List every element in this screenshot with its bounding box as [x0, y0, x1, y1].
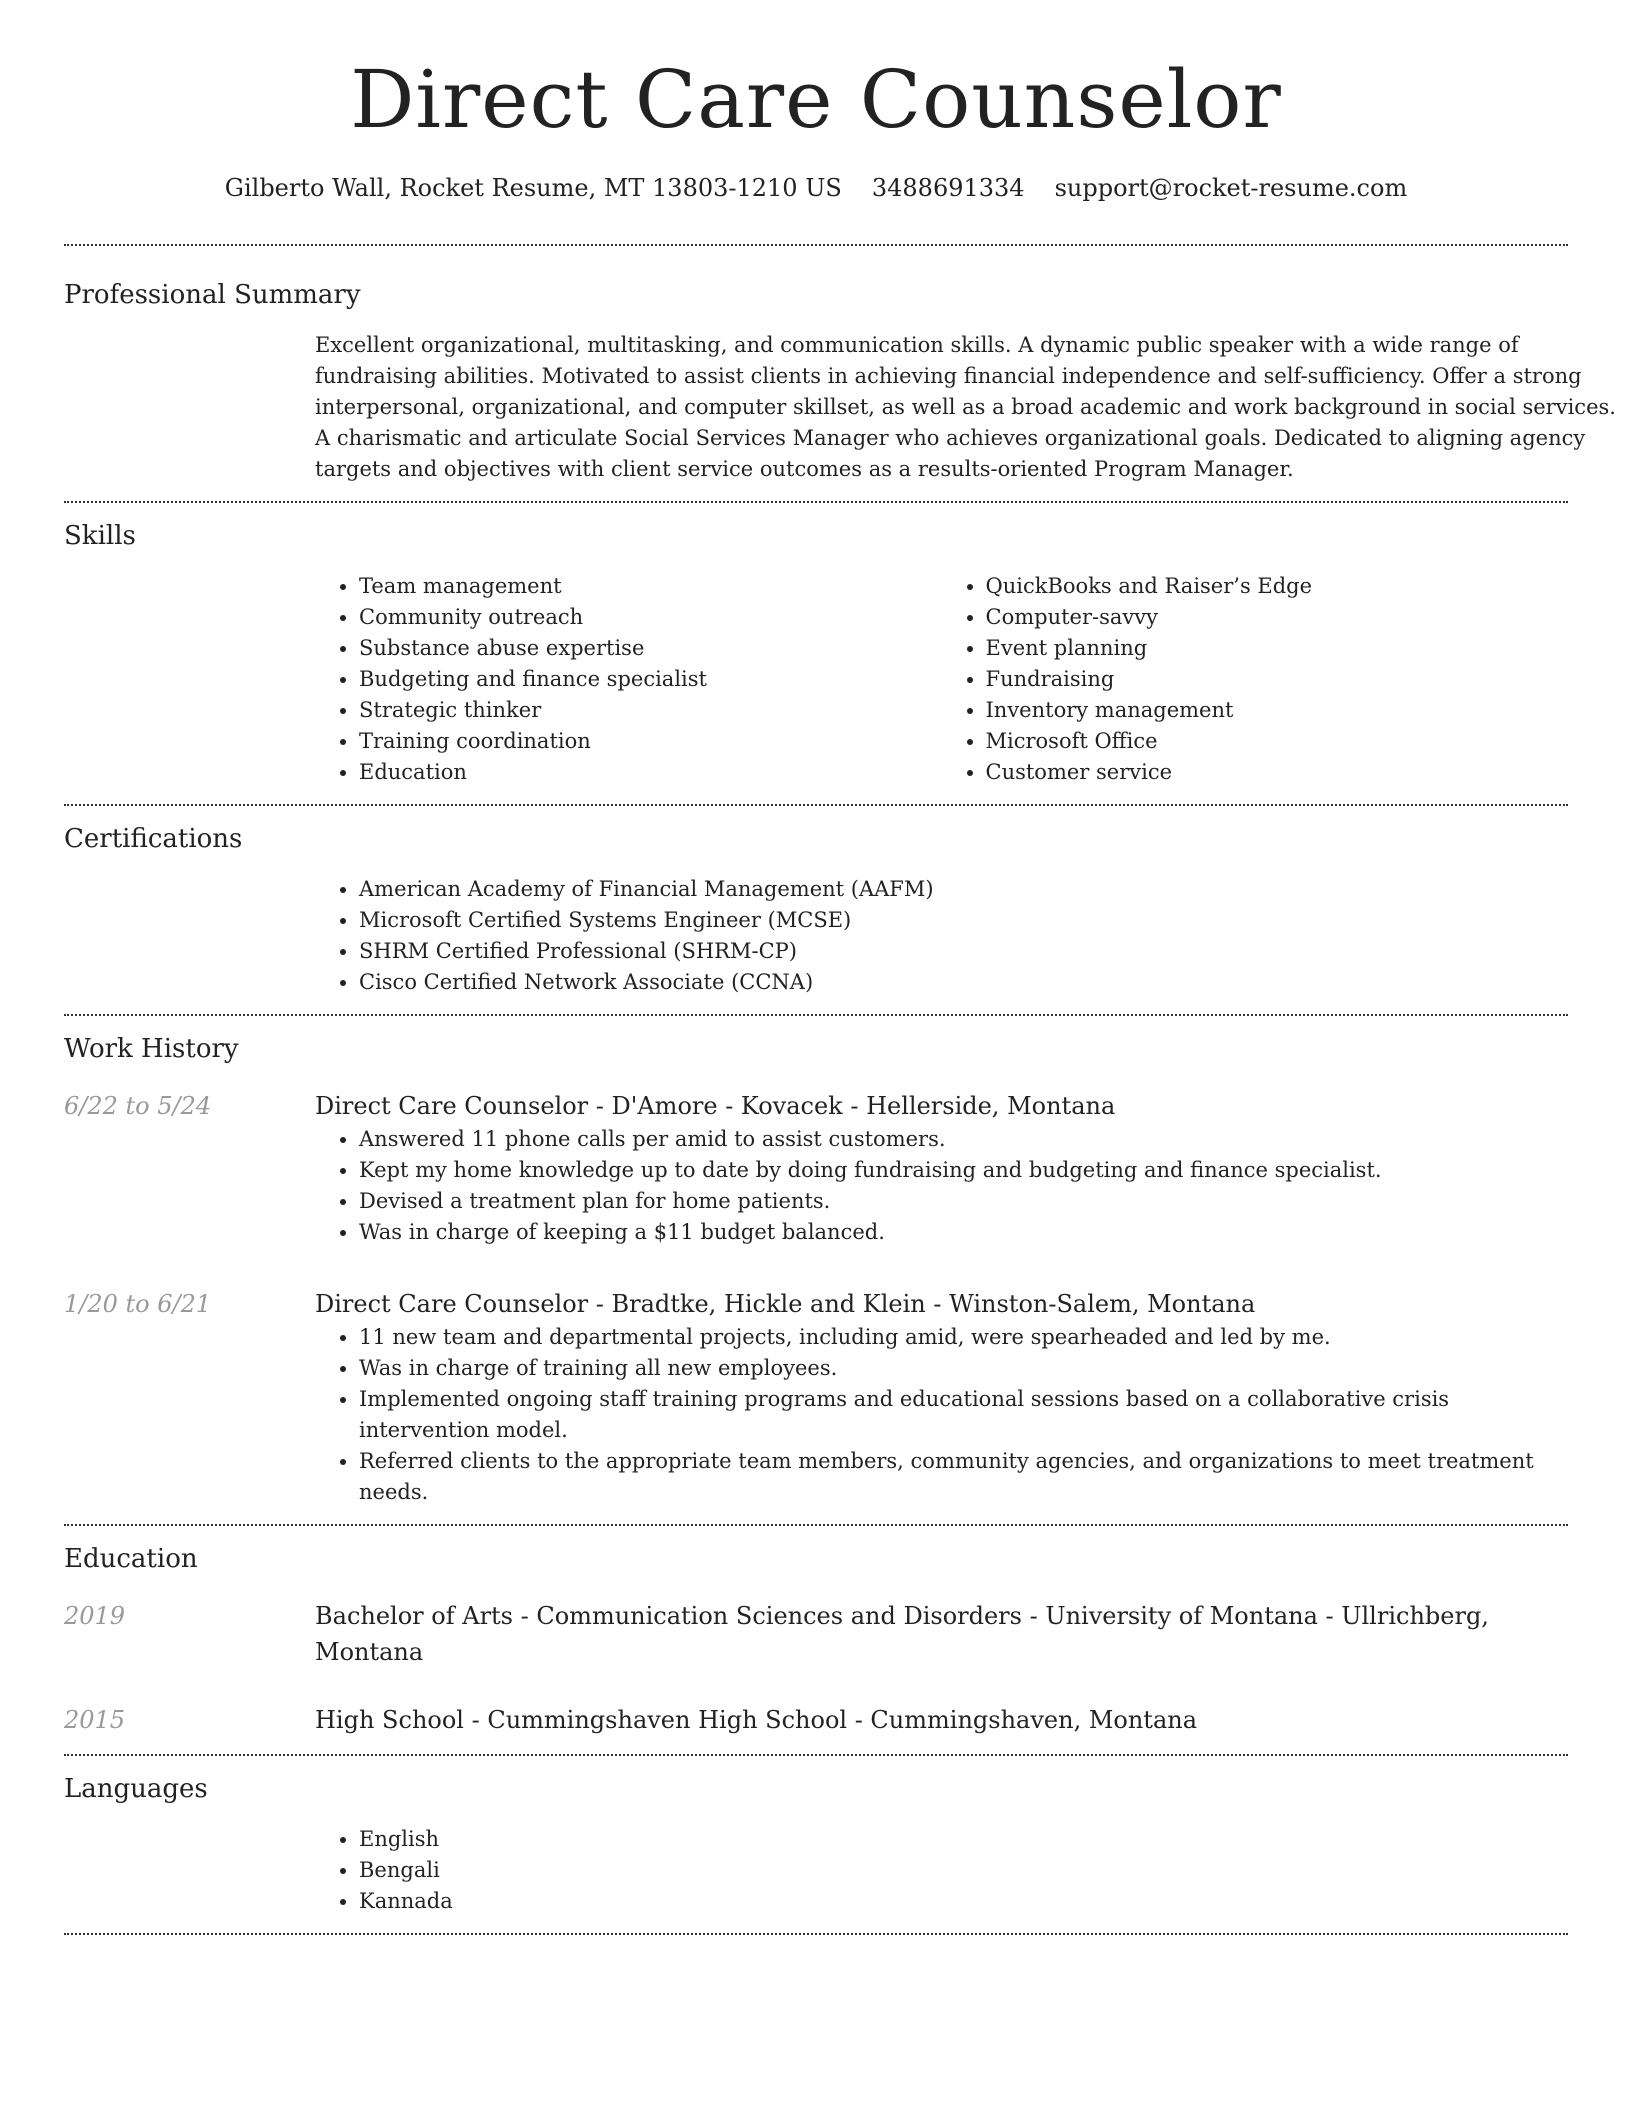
job-bullets: [315, 1322, 1568, 1508]
contact-email[interactable]: support@rocket-resume.com: [1054, 174, 1408, 202]
certification-item: • Cisco Certified Network Associate (CCNA): [359, 967, 1568, 998]
skill-item: • Computer-savvy: [986, 602, 1569, 633]
section-divider: [64, 1933, 1568, 1935]
contact-phone: 3488691334: [871, 174, 1025, 202]
education-entry: [64, 1598, 1568, 1670]
skill-item: • Community outreach: [359, 602, 942, 633]
job-main: [315, 1286, 1568, 1508]
certifications-section: [64, 806, 1568, 1014]
certifications-title: Certifications: [64, 824, 243, 854]
job-entry: [64, 1286, 1568, 1508]
certifications-list: [315, 874, 1568, 998]
job-main: [315, 1088, 1568, 1248]
language-item: • Kannada: [359, 1886, 1568, 1917]
certification-item: • Microsoft Certified Systems Engineer (MCSE): [359, 905, 1568, 936]
contact-address: Gilberto Wall, Rocket Resume, MT 13803-1210 US: [224, 174, 842, 202]
job-heading: [315, 1088, 1568, 1124]
skills-section: [64, 503, 1568, 804]
skill-item: • Inventory management: [986, 695, 1569, 726]
education-degree: High School: [315, 1706, 464, 1734]
job-heading: [315, 1286, 1568, 1322]
skill-item: • Education: [359, 757, 942, 788]
job-bullets: [315, 1124, 1568, 1248]
job-details: - Bradtke, Hickle and Klein - Winston-Salem, Montana: [588, 1290, 1256, 1318]
education-details: - Cummingshaven High School - Cummingshaven, Montana: [463, 1706, 1198, 1734]
skill-item: • Substance abuse expertise: [359, 633, 942, 664]
job-bullet: • Was in charge of keeping a $11 budget balanced.: [359, 1217, 1568, 1248]
education-year: 2019: [64, 1602, 126, 1630]
languages-list: [315, 1824, 1568, 1917]
languages-section: [64, 1756, 1568, 1933]
skill-item: • Customer service: [986, 757, 1569, 788]
job-role: Direct Care Counselor: [315, 1290, 589, 1318]
education-year: 2015: [64, 1706, 126, 1734]
job-bullet: • Answered 11 phone calls per amid to assist customers.: [359, 1124, 1568, 1155]
job-dates: 6/22 to 5/24: [64, 1092, 212, 1120]
education-heading: [315, 1702, 1515, 1738]
summary-body: [315, 330, 1616, 485]
education-heading: [315, 1598, 1515, 1670]
language-item: • Bengali: [359, 1855, 1568, 1886]
education-section: [64, 1526, 1568, 1754]
job-details: - D'Amore - Kovacek - Hellerside, Montana: [588, 1092, 1116, 1120]
education-title: Education: [64, 1544, 198, 1574]
certification-item: • SHRM Certified Professional (SHRM-CP): [359, 936, 1568, 967]
language-item: • English: [359, 1824, 1568, 1855]
summary-text: Excellent organizational, multitasking, and communication skills. A dynamic public speaker with a wide range of fundraising abilities. Motivated to assist clients in achieving financial independence and self-sufficiency. Offer a strong interpersonal, organizational, and computer skillset, as well as a broad academic and work background in social services. A charismatic and articulate Social Services Manager who achieves organizational goals. Dedicated to aligning agency targets and objectives with client service outcomes as a results-oriented Program Manager.: [315, 333, 1616, 481]
education-details: - University of Montana - Ullrichberg, Montana: [315, 1602, 1489, 1666]
skill-item: • Event planning: [986, 633, 1569, 664]
languages-body: [315, 1824, 1568, 1917]
job-dates: 1/20 to 6/21: [64, 1290, 212, 1318]
job-bullet: • Implemented ongoing staff training programs and educational sessions based on a collaborative crisis intervention model.: [359, 1384, 1568, 1446]
resume-header: [64, 0, 1568, 206]
job-entry: [64, 1088, 1568, 1248]
job-bullet: • Kept my home knowledge up to date by doing fundraising and budgeting and finance specialist.: [359, 1155, 1568, 1186]
job-bullet: • Devised a treatment plan for home patients.: [359, 1186, 1568, 1217]
job-bullet: • Referred clients to the appropriate team members, community agencies, and organizations to meet treatment needs.: [359, 1446, 1568, 1508]
summary-section: [64, 246, 1616, 501]
work-history-section: [64, 1016, 1568, 1524]
education-entry: [64, 1702, 1568, 1738]
skill-item: • Strategic thinker: [359, 695, 942, 726]
work-history-title: Work History: [64, 1034, 239, 1064]
certifications-body: [315, 874, 1568, 998]
contact-line: [64, 170, 1568, 206]
skills-list-left: [315, 571, 942, 788]
skills-list-right: [942, 571, 1569, 788]
candidate-name: Direct Care Counselor: [350, 53, 1282, 146]
skill-item: • QuickBooks and Raiser’s Edge: [986, 571, 1569, 602]
languages-title: Languages: [64, 1774, 208, 1804]
education-degree: Bachelor of Arts - Communication Sciences and Disorders: [315, 1602, 1022, 1630]
skill-item: • Microsoft Office: [986, 726, 1569, 757]
job-bullet: • Was in charge of training all new employees.: [359, 1353, 1568, 1384]
skill-item: • Training coordination: [359, 726, 942, 757]
summary-title: Professional Summary: [64, 280, 361, 310]
job-role: Direct Care Counselor: [315, 1092, 589, 1120]
skills-title: Skills: [64, 521, 136, 551]
skill-item: • Team management: [359, 571, 942, 602]
certification-item: • American Academy of Financial Management (AAFM): [359, 874, 1568, 905]
skill-item: • Fundraising: [986, 664, 1569, 695]
skill-item: • Budgeting and finance specialist: [359, 664, 942, 695]
skills-body: [315, 571, 1568, 788]
job-bullet: • 11 new team and departmental projects, including amid, were spearheaded and led by me.: [359, 1322, 1568, 1353]
